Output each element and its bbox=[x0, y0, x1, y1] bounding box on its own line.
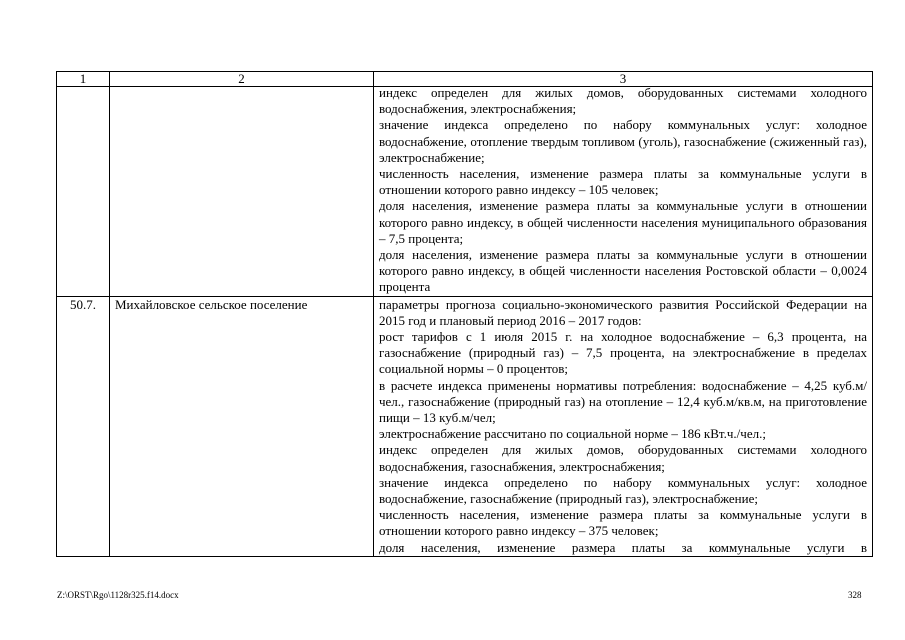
parameters-cell bbox=[374, 296, 873, 556]
header-col-2: 2 bbox=[110, 72, 374, 87]
paragraph: значение индекса определено по набору коммунальных услуг: холодное водоснабжение, отопление твердым топливом (уголь), газоснабжение (сжиженный газ), электроснабжение; bbox=[379, 117, 867, 165]
header-col-1: 1 bbox=[57, 72, 110, 87]
table-row bbox=[57, 296, 873, 556]
paragraph: индекс определен для жилых домов, оборудованных системами холодного водоснабжения, электроснабжения; bbox=[379, 85, 867, 117]
settlement-name bbox=[110, 87, 374, 297]
table-row bbox=[57, 87, 873, 297]
paragraph: значение индекса определено по набору коммунальных услуг: холодное водоснабжение, газоснабжение (природный газ), электроснабжение; bbox=[379, 474, 867, 507]
settlement-name: Михайловское сельское поселение bbox=[110, 296, 374, 556]
footer-file-path: Z:\ORST\Rgo\1128r325.f14.docx bbox=[57, 590, 179, 600]
paragraph: параметры прогноза социально-экономического развития Российской Федерации на 2015 год и плановый период 2016 – 2017 годов: bbox=[379, 296, 867, 328]
page-number: 328 bbox=[848, 590, 862, 600]
paragraph: индекс определен для жилых домов, оборудованных системами холодного водоснабжения, газоснабжения, электроснабжения; bbox=[379, 442, 867, 474]
paragraph: доля населения, изменение размера платы за коммунальные услуги в отношении которого равно индексу, в общей численности населения муниципального образования – 7,5 процента; bbox=[379, 198, 867, 246]
paragraph: доля населения, изменение размера платы за коммунальные услуги в отношении которого равно индексу, в общей численности населения Ростовской области – 0,0024 процента bbox=[379, 247, 867, 295]
paragraph: в расчете индекса применены нормативы потребления: водоснабжение – 4,25 куб.м/чел., газоснабжение (природный газ) на отопление – 12,4 куб.м/кв.м, на приготовление пищи – 13 куб.м/чел; bbox=[379, 377, 867, 426]
header-col-3: 3 bbox=[374, 72, 873, 87]
paragraph: рост тарифов с 1 июля 2015 г. на холодное водоснабжение – 6,3 процента, на газоснабжение (природный газ) – 7,5 процента, на электроснабжение в пределах социальной нормы – 0 процентов; bbox=[379, 329, 867, 377]
row-number: 50.7. bbox=[57, 296, 110, 556]
paragraph: численность населения, изменение размера платы за коммунальные услуги в отношении которого равно индексу – 105 человек; bbox=[379, 166, 867, 198]
row-number bbox=[57, 87, 110, 297]
paragraph: электроснабжение рассчитано по социальной норме – 186 кВт.ч./чел.; bbox=[379, 426, 766, 442]
parameters-cell bbox=[374, 87, 873, 297]
paragraph: доля населения, изменение размера платы за коммунальные услуги в bbox=[379, 539, 867, 555]
document-table bbox=[56, 71, 873, 557]
paragraph: численность населения, изменение размера платы за коммунальные услуги в отношении которого равно индексу – 375 человек; bbox=[379, 507, 867, 539]
